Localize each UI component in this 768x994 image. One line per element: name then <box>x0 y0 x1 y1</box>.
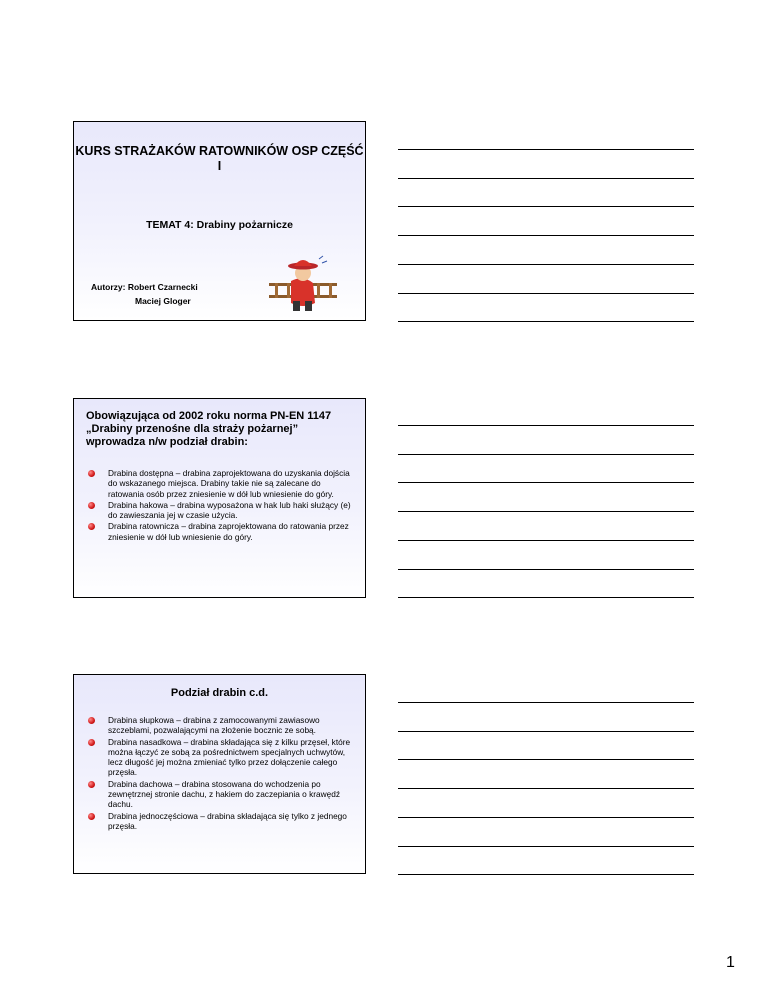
bullet-icon <box>88 523 95 530</box>
slide-2-bullet-list <box>88 468 355 543</box>
slide-3-bullet-list <box>88 715 355 832</box>
slide-1-title: KURS STRAŻAKÓW RATOWNIKÓW OSP CZĘŚĆ I <box>75 144 364 173</box>
note-line <box>398 511 694 512</box>
bullet-icon <box>88 813 95 820</box>
bullet-icon <box>88 717 95 724</box>
note-line <box>398 759 694 760</box>
slide-3-title: Podział drabin c.d. <box>170 687 269 699</box>
note-line <box>398 454 694 455</box>
note-line <box>398 569 694 570</box>
slide-1 <box>73 121 366 321</box>
author-line-1: Autorzy: Robert Czarnecki <box>91 282 198 292</box>
note-line <box>398 731 694 732</box>
note-line <box>398 788 694 789</box>
page-number: 1 <box>726 954 735 971</box>
list-item: Drabina dostępna – drabina zaprojektowana do uzyskania dojścia do wskazanego miejsca. Drabiny takie nie są zalecane do ratowania osób przez zniesienie w dół lub wniesienie do góry. <box>88 468 355 499</box>
note-line <box>398 874 694 875</box>
note-line <box>398 178 694 179</box>
bullet-icon <box>88 502 95 509</box>
list-item: Drabina słupkowa – drabina z zamocowanymi zawiasowo szczeblami, pozwalającymi na złożenie bocznic ze sobą. <box>88 715 355 736</box>
list-item: Drabina ratownicza – drabina zaprojektowana do ratowania przez zniesienie w dół lub wniesienie do góry. <box>88 521 355 542</box>
author-line-2: Maciej Gloger <box>135 296 191 306</box>
slide-3 <box>73 674 366 874</box>
bullet-icon <box>88 739 95 746</box>
note-line <box>398 482 694 483</box>
note-line <box>398 540 694 541</box>
note-line <box>398 321 694 322</box>
note-line <box>398 206 694 207</box>
note-line <box>398 149 694 150</box>
note-line <box>398 702 694 703</box>
slide-2-title: Obowiązująca od 2002 roku norma PN-EN 1147 „Drabiny przenośne dla straży pożarnej” wprowadza n/w podział drabin: <box>86 410 332 448</box>
note-line <box>398 846 694 847</box>
list-item: Drabina jednoczęściowa – drabina składająca się tylko z jednego przęsła. <box>88 811 355 832</box>
note-line <box>398 597 694 598</box>
note-line <box>398 293 694 294</box>
bullet-icon <box>88 470 95 477</box>
slide-1-topic: TEMAT 4: Drabiny pożarnicze <box>146 219 293 231</box>
list-item: Drabina dachowa – drabina stosowana do wchodzenia po zewnętrznej stronie dachu, z hakiem do zaczepiania o krawędź dachu. <box>88 779 355 810</box>
firefighter-ladder-clipart <box>267 253 339 313</box>
list-item: Drabina hakowa – drabina wyposażona w hak lub haki służący (e) do zawieszania jej w czasie użycia. <box>88 500 355 521</box>
note-line <box>398 817 694 818</box>
note-line <box>398 425 694 426</box>
bullet-icon <box>88 781 95 788</box>
note-line <box>398 235 694 236</box>
list-item: Drabina nasadkowa – drabina składająca się z kilku przęseł, które można łączyć ze sobą za pośrednictwem specjalnych uchwytów, lecz długość jej można zmieniać tylko przez dołączenie całego przęsła. <box>88 737 355 778</box>
note-line <box>398 264 694 265</box>
slide-1-authors <box>91 280 198 308</box>
slide-2 <box>73 398 366 598</box>
